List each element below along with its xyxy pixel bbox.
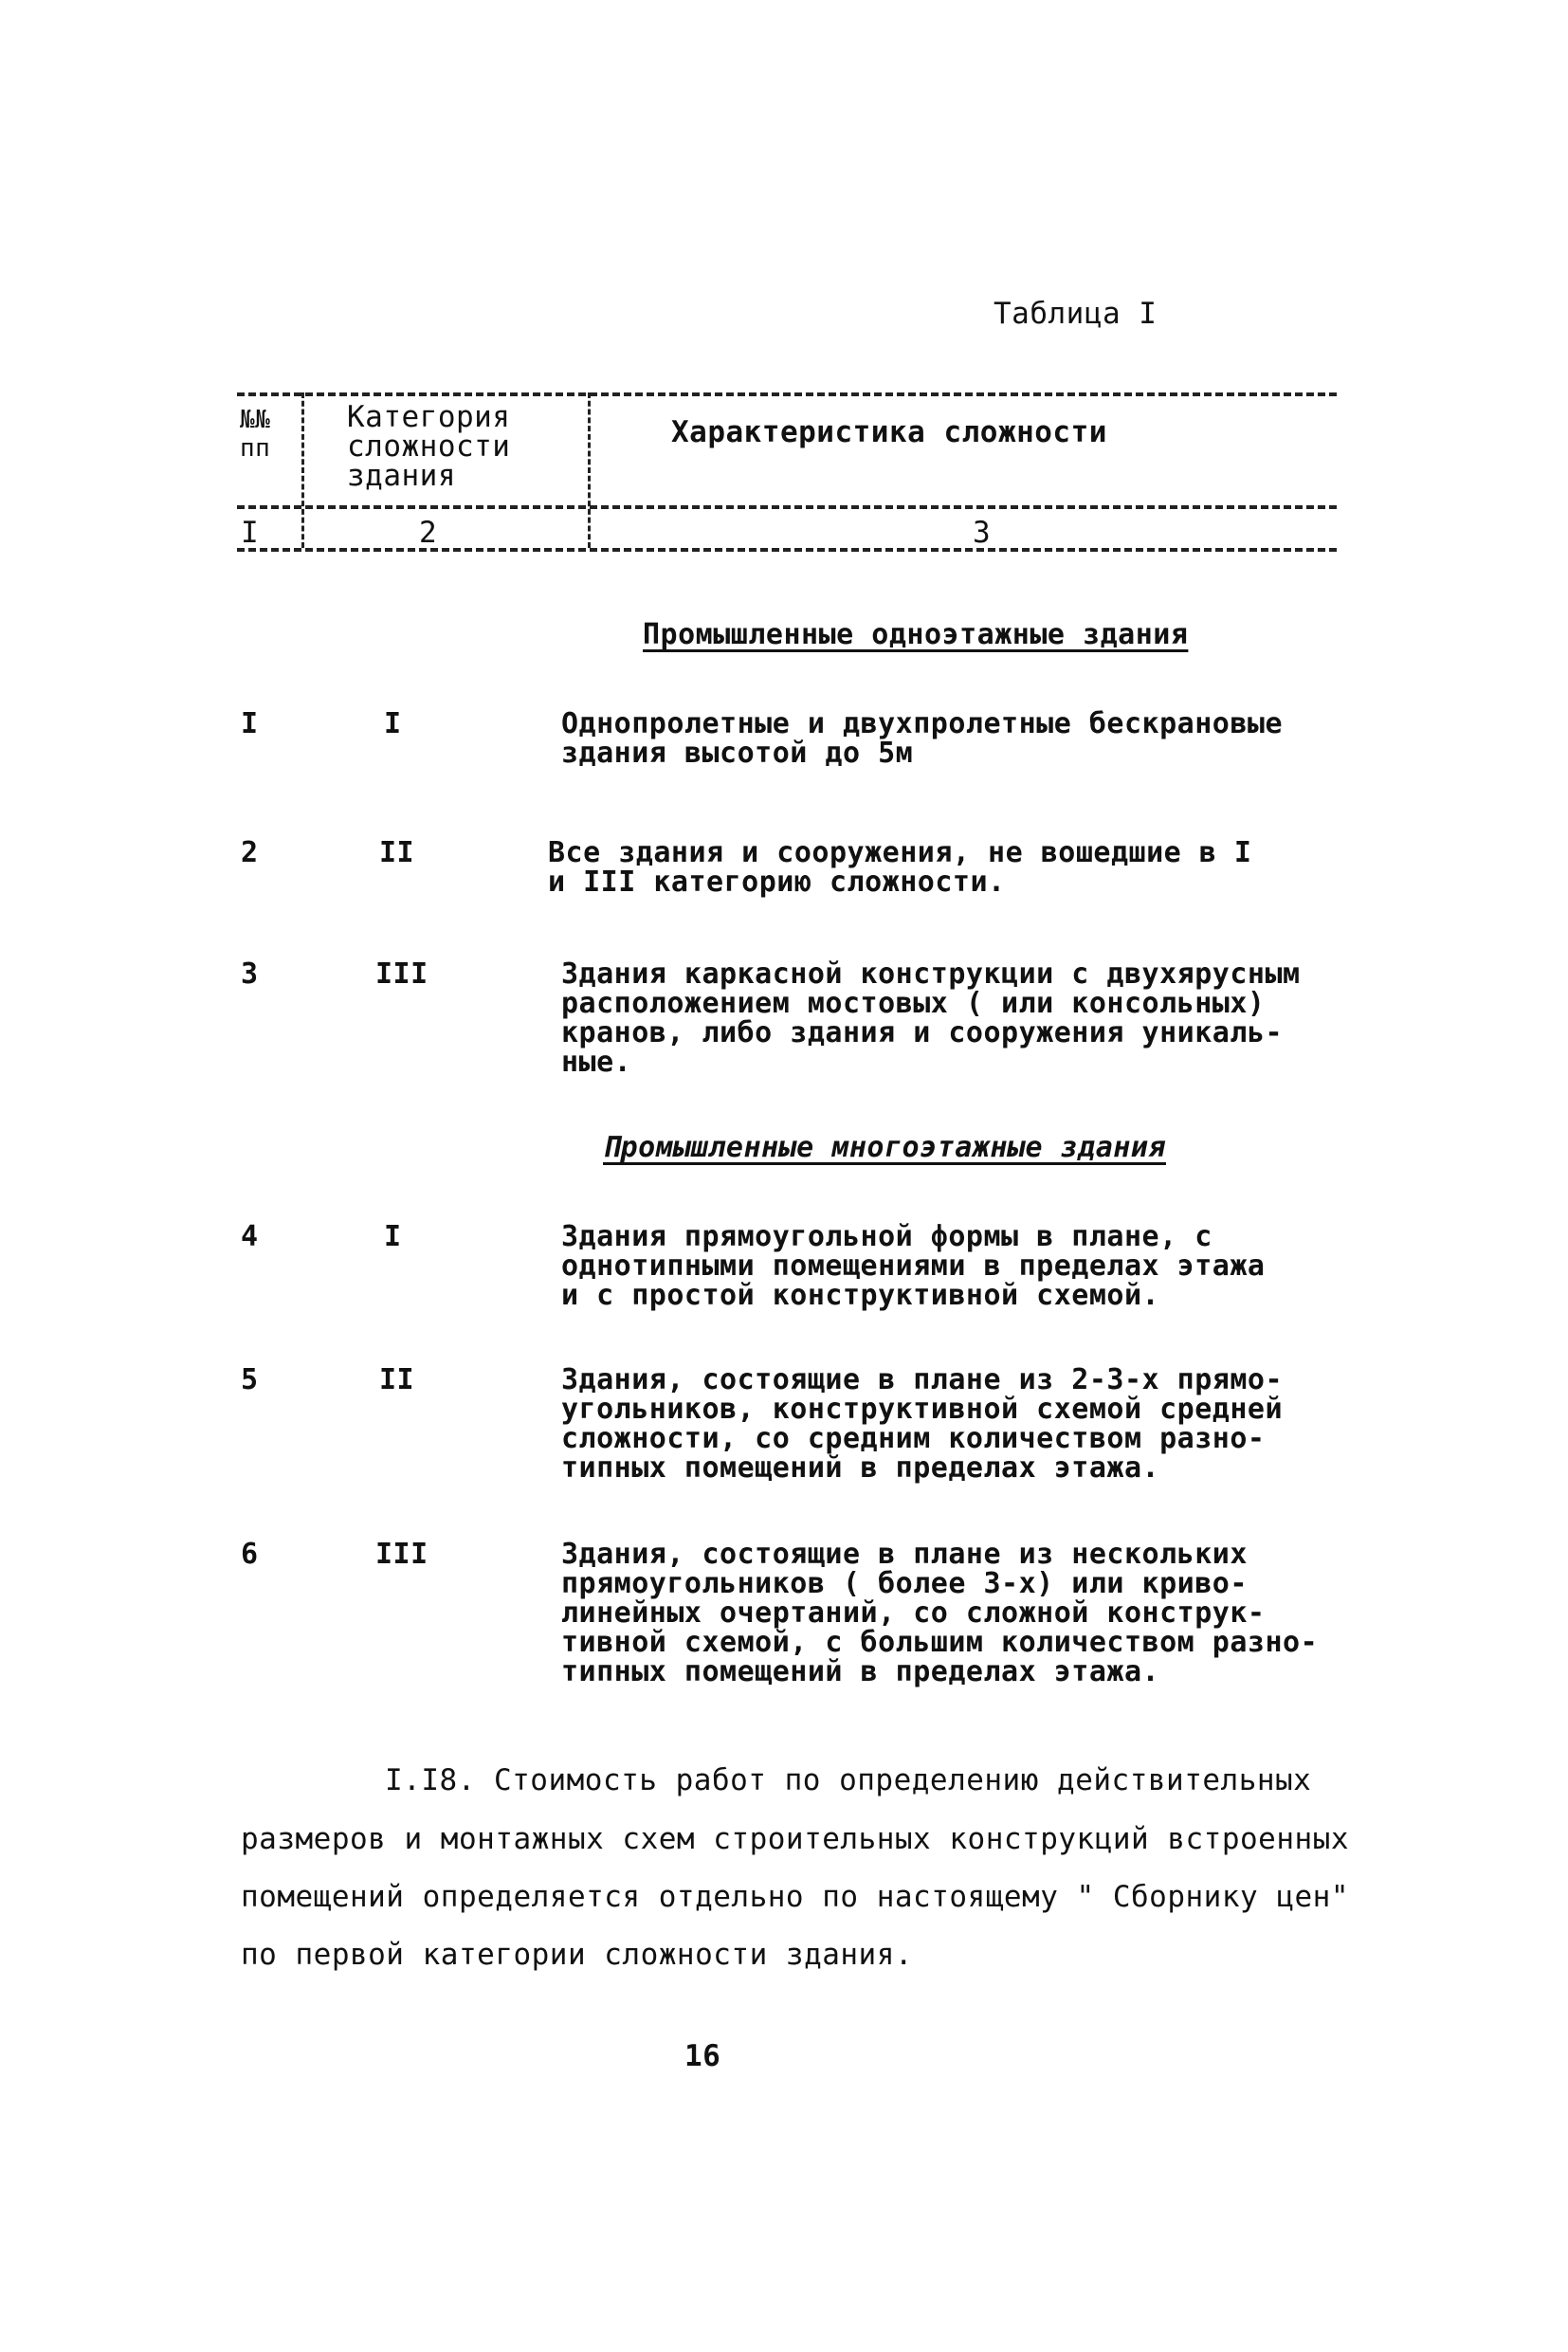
paragraph-line: размеров и монтажных схем строительных конструкций встроенных [241,1822,1349,1856]
row-description: Здания, состоящие в плане из 2-3-х прямо- угольников, конструктивной схемой средней сложности, со средним количеством разно- типных помещений в пределах этажа. [561,1363,1284,1485]
row-description: Здания каркасной конструкции с двухярусным расположением мостовых ( или консольных) кранов, либо здания и сооружения уникаль- ные. [561,957,1301,1079]
row-category: II [379,836,415,869]
paragraph-line: I.I8. Стоимость работ по определению действительных [385,1763,1312,1797]
header-divider-2 [588,392,591,548]
table-caption: Таблица I [994,297,1158,331]
row-number: 3 [241,957,259,991]
row-category: III [375,1538,428,1571]
section-heading-single-storey: Промышленные одноэтажные здания [643,618,1189,651]
paragraph-line: помещений определяется отдельно по настоящему " Сборнику цен" [241,1880,1349,1914]
paragraph-line: по первой категории сложности здания. [241,1938,914,1972]
row-category: I [384,1220,402,1253]
header-divider-1 [301,392,304,548]
header-col-category: Категория сложности здания [347,400,511,493]
row-number: 5 [241,1363,259,1396]
header-num-2: 2 [419,516,438,550]
row-description: Однопролетные и двухпролетные бескрановые здания высотой до 5м [561,707,1284,770]
row-description: Здания прямоугольной формы в плане, с однотипными помещениями в пределах этажа и с простой конструктивной схемой. [561,1220,1266,1312]
header-col-number: №№ пп [240,406,271,463]
row-category: I [384,707,402,740]
row-number: 6 [241,1538,259,1571]
table-top-rule [237,392,1337,396]
row-category: II [379,1363,415,1396]
row-number: 4 [241,1220,259,1253]
header-mid-rule [237,505,1337,509]
row-number: 2 [241,836,259,869]
section-heading-multi-storey: Промышленные многоэтажные здания [603,1131,1166,1164]
row-number: I [241,707,259,740]
row-category: III [375,957,428,991]
header-bottom-rule [237,548,1337,552]
page-number: 16 [684,2039,721,2073]
header-num-3: 3 [973,516,992,550]
header-num-1: I [241,516,260,550]
row-description: Все здания и сооружения, не вошедшие в I и III категорию сложности. [548,836,1252,899]
header-col-characteristic: Характеристика сложности [671,415,1107,449]
row-description: Здания, состоящие в плане из нескольких прямоугольников ( более 3-х) или криво- линейных очертаний, со сложной конструк- тивной схемой, с большим количеством разно- типных помещений в пределах этажа. [561,1538,1319,1688]
